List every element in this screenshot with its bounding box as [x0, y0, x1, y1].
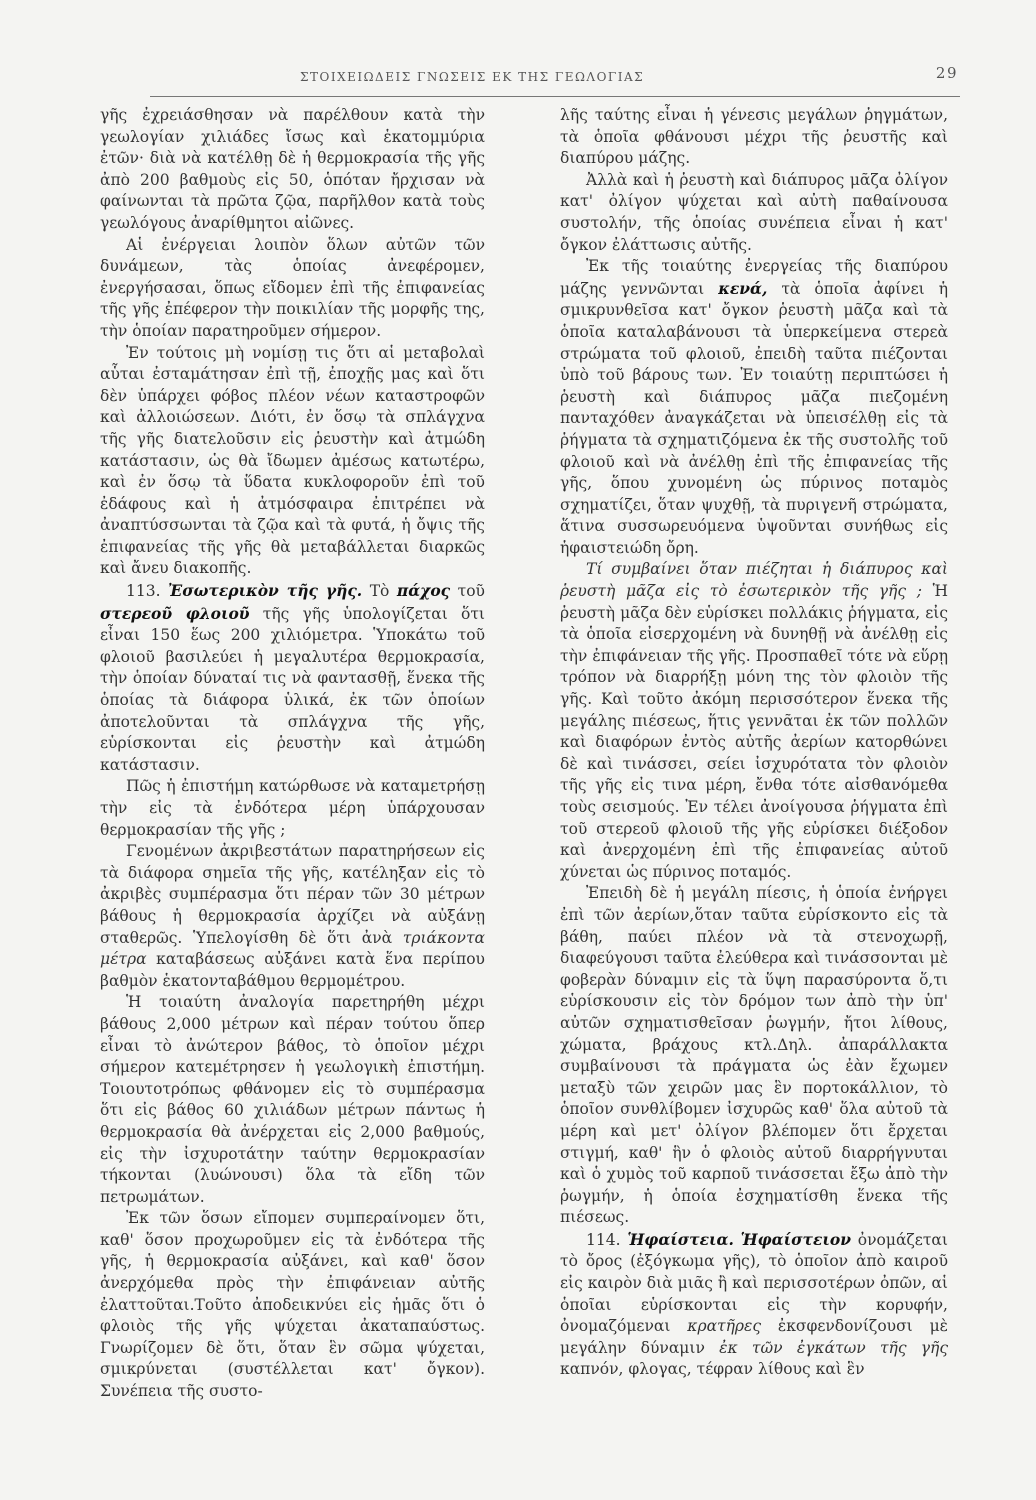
italic-term: κρατῆρες	[687, 1317, 762, 1336]
text-span: Γενομένων ἀκριβεστάτων παρατηρήσεων εἰς τὰ διάφορα σημεῖα τῆς γῆς, κατέληξαν εἰς τὸ ἀκριβὲς συμπέρασμα ὅτι πέραν τῶν 30 μέτρων βάθους ἡ θερμοκρασία ἀρχίζει νὰ αὐξάνῃ σταθερῶς. Ὑπελογίσθη δὲ ὅτι ἀνὰ	[100, 842, 485, 947]
italic-term: ἐκ τῶν ἐγκάτων τῆς γῆς	[719, 1338, 949, 1357]
page-number: 29	[935, 64, 958, 82]
running-header	[150, 64, 958, 90]
paragraph	[560, 256, 948, 559]
section-113	[100, 580, 485, 776]
text-span: Ἡ ῥευστὴ μᾶζα δὲν εὑρίσκει πολλάκις ῥήγματα, εἰς τὰ ὁποῖα εἰσερχομένη νὰ δυνηθῇ νὰ ἀνέλθῃ εἰς τὴν ἐπιφάνειαν τῆς γῆς. Προσπαθεῖ τότε νὰ εὕρῃ τρόπον νὰ διαρρήξῃ μόνη της τὸν φλοιὸν τῆς γῆς. Καὶ τοῦτο ἀκόμη περισσότερον ἕνεκα τῆς μεγάλης πιέσεως, ἥτις γεννᾶται ἐκ τῶν πολλῶν καὶ διαφόρων ἐντὸς αὐτῆς ἀερίων κατορθώνει δὲ καὶ τινάσσει, σείει ἰσχυρότατα τὸν φλοιὸν τῆς γῆς εἰς τινα μέρη, ἔνθα τότε αἰσθανόμεθα τοὺς σεισμούς. Ἐν τέλει ἀνοίγουσα ῥήγματα ἐπὶ τοῦ στερεοῦ φλοιοῦ τῆς γῆς εὑρίσκει διέξοδον καὶ ἀνερχομένη ἐπὶ τῆς ἐπιφανείας αὐτοῦ χύνεται ὡς πύρινος ποταμός.	[560, 582, 948, 881]
section-number: 113.	[126, 582, 161, 601]
text-span: καπνόν, φλογας, τέφραν λίθους καὶ ἓν	[560, 1360, 865, 1379]
paragraph	[100, 841, 485, 992]
paragraph	[560, 559, 948, 883]
section-114	[560, 1229, 948, 1381]
italic-term: τριάκοντα μέτρα	[100, 928, 485, 969]
paragraph: γῆς ἐχρειάσθησαν νὰ παρέλθουν κατὰ τὴν γεωλογίαν χιλιάδες ἴσως καὶ ἑκατομμύρια ἐτῶν· διὰ νὰ κατέλθῃ δὲ ἡ θερμοκρασία τῆς γῆς ἀπὸ 200 βαθμοὺς εἰς 50, ὁπόταν ἤρχισαν νὰ φαίνωνται τὰ πρῶτα ζῷα, παρῆλθον κατὰ τοὺς γεωλόγους ἀναρίθμητοι αἰῶνες.	[100, 106, 485, 232]
paragraph: Ἐν τούτοις μὴ νομίσῃ τις ὅτι αἱ μεταβολαὶ αὗται ἐσταμάτησαν ἐπὶ τῇ, ἐποχῇς μας καὶ ὅτι δὲν ὑπάρχει φόβος πλέον νέων καταστροφῶν καὶ ἀλλοιώσεων. Διότι, ἐν ὅσῳ τὰ σπλάγχνα τῆς γῆς διατελοῦσιν εἰς ῥευστὴν καὶ ἀτμώδη κατάστασιν, ὡς θὰ ἴδωμεν ἀμέσως κατωτέρω, καὶ ἐν ὅσῳ τὰ ὕδατα κυκλοφοροῦν ἐπὶ τοῦ ἐδάφους καὶ ἡ ἀτμόσφαιρα ἐπιτρέπει νὰ ἀναπτύσσωνται τὰ ζῷα καὶ τὰ φυτά, ἡ ὄψις τῆς ἐπιφανείας τῆς γῆς θὰ μεταβάλλεται διαρκῶς καὶ ἄνευ διακοπῆς.	[100, 343, 485, 578]
paragraph: Ἐπειδὴ δὲ ἡ μεγάλη πίεσις, ἡ ὁποία ἐνήργει ἐπὶ τῶν ἀερίων,ὅταν ταῦτα εὑρίσκοντο εἰς τὰ βάθη, παύει πλέον νὰ τὰ στενοχωρῇ, διαφεύγουσι ταῦτα ἐλεύθερα καὶ τινάσσονται μὲ φοβερὰν δύναμιν εἰς τὰ ὕψη παρασύροντα ὅ,τι εὑρίσκουσιν εἰς τὸν δρόμον των ἀπὸ τὴν ὑπ' αὐτῶν σχηματισθεῖσαν ῥωγμήν, ἤτοι λίθους, χώματα, βράχους κτλ.Δηλ. ἀπαράλλακτα συμβαίνουσι τὰ πράγματα ὡς ἐὰν ἔχωμεν μεταξὺ τῶν χειρῶν μας ἓν πορτοκάλλιον, τὸ ὁποῖον συνθλίβομεν ἰσχυρῶς καθ' ὅλα αὐτοῦ τὰ μέρη καὶ μετ' ὀλίγον βλέπομεν ὅτι ἔρχεται στιγμή, καθ' ἣν ὁ φλοιὸς αὐτοῦ διαρρήγνυται καὶ ὁ χυμὸς τοῦ καρποῦ τινάσσεται ἔξω ἀπὸ τὴν ῥωγμήν, ἡ ὁποία ἐσχηματίσθη ἕνεκα τῆς πιέσεως.	[560, 884, 948, 1227]
bold-term: κενά,	[718, 278, 768, 298]
text-span: Ἐκ τῆς τοιαύτης ἐνεργείας τῆς διαπύρου μάζης γεννῶνται	[560, 257, 948, 298]
text-span: τῆς γῆς ὑπολογίζεται ὅτι εἶναι 150 ἕως 200 χιλιόμετρα. Ὑποκάτω τοῦ φλοιοῦ βασιλεύει ἡ μεγαλυτέρα θερμοκρασία, τὴν ὁποίαν δύναταί τις νὰ φαντασθῇ, ἕνεκα τῆς ὁποίας τὰ διάφορα ὑλικά, ἐκ τῶν ὁποίων ἀποτελοῦνται τὰ σπλάγχνα τῆς γῆς, εὑρίσκονται εἰς ῥευστὴν καὶ ἀτμώδη κατάστασιν.	[100, 604, 485, 774]
text-span: ὀνομάζεται τὸ ὄρος (ἐξόγκωμα γῆς), τὸ ὁποῖον ἀπὸ καιροῦ εἰς καιρὸν διὰ μιᾶς ἢ καὶ περισσοτέρων ὀπῶν, αἱ ὁποῖαι εὑρίσκονται εἰς τὴν κορυφήν, ὀνομαζόμεναι	[560, 1230, 948, 1336]
section-number: 114.	[586, 1230, 621, 1249]
italic-question: Τί συμβαίνει ὅταν πιέζηται ἡ διάπυρος καὶ ῥευστὴ μᾶζα εἰς τὸ ἐσωτερικὸν τῆς γῆς ;	[560, 560, 948, 601]
running-title: ΣΤΟΙΧΕΙΩΔΕΙΣ ΓΝΩΣΕΙΣ ΕΚ ΤΗΣ ΓΕΩΛΟΓΙΑΣ	[300, 70, 645, 84]
left-column	[100, 105, 485, 1403]
bold-term: στερεοῦ φλοιοῦ	[100, 603, 250, 623]
paragraph: Πῶς ἡ ἐπιστήμη κατώρθωσε νὰ καταμετρήσῃ τὴν εἰς τὰ ἐνδότερα μέρη ὑπάρχουσαν θερμοκρασίαν τῆς γῆς ;	[100, 777, 485, 839]
paragraph: Ἡ τοιαύτη ἀναλογία παρετηρήθη μέχρι βάθους 2,000 μέτρων καὶ πέραν τούτου ὅπερ εἶναι τὸ ἀνώτερον βάθος, τὸ ὁποῖον μέχρι σήμερον κατεμέτρησεν ἡ γεωλογικὴ ἐπιστήμη. Τοιουτοτρόπως φθάνομεν εἰς τὸ συμπέρασμα ὅτι εἰς βάθος 60 χιλιάδων μέτρων πάντως ἡ θερμοκρασία θὰ ἀνέρχεται εἰς 2,000 βαθμούς, εἰς τὴν ἰσχυροτάτην ταύτην θερμοκρασίαν τήκονται (λυώνουσι) ὅλα τὰ εἴδη τῶν πετρωμάτων.	[100, 993, 485, 1206]
header-rule	[150, 96, 960, 97]
text-span: τοῦ	[457, 582, 485, 601]
defined-term: Ἡφαίστειον	[740, 1229, 851, 1249]
text-span: ἐκσφενδονίζουσι μὲ μεγάλην δύναμιν	[560, 1317, 948, 1357]
paragraph: Ἀλλὰ καὶ ἡ ῥευστὴ καὶ διάπυρος μᾶζα ὀλίγον κατ' ὀλίγον ψύχεται καὶ αὐτὴ παθαίνουσα συστολήν, τῆς ὁποίας συνέπεια εἶναι ἡ κατ' ὄγκον ἐλάττωσις αὐτῆς.	[560, 170, 948, 254]
paragraph: λῆς ταύτης εἶναι ἡ γένεσις μεγάλων ῥηγμάτων, τὰ ὁποῖα φθάνουσι μέχρι τῆς ῥευστῆς καὶ διαπύρου μάζης.	[560, 106, 948, 168]
text-span: τὰ ὁποῖα ἀφίνει ἡ σμικρυνθεῖσα κατ' ὄγκον ῥευστὴ μᾶζα καὶ τὰ ὁποῖα καταλαβάνουσι τὰ ὑπερκείμενα στερεὰ στρώματα τοῦ φλοιοῦ, ἐπειδὴ ταῦτα πιέζονται ὑπὸ τοῦ βάρους των. Ἐν τοιαύτῃ περιπτώσει ἡ ῥευστὴ καὶ διάπυρος μᾶζα πιεζομένη πανταχόθεν ἀναγκάζεται νὰ ὑπεισέλθῃ εἰς τὰ ῥήγματα τὰ σχηματιζόμενα ἐκ τῆς συστολῆς τοῦ φλοιοῦ καὶ νὰ ἀνέλθῃ ἐπὶ τῆς ἐπιφανείας τῆς γῆς, ὅπου χυνομένη ὡς πύρινος ποταμὸς σχηματίζει, ὅταν ψυχθῇ, τὰ πυριγενῆ στρώματα, ἅτινα συσσωρευόμενα ὑψοῦνται συνήθως εἰς ἡφαιστειώδη ὄρη.	[560, 279, 948, 557]
paragraph: Αἱ ἐνέργειαι λοιπὸν ὅλων αὐτῶν τῶν δυνάμεων, τὰς ὁποίας ἀνεφέρομεν, ἐνεργήσασαι, ὅπως εἴδομεν ἐπὶ τῆς ἐπιφανείας τῆς γῆς ἐπέφερον τὴν ποικιλίαν τῆς μορφῆς της, τὴν ὁποίαν παρατηροῦμεν σήμερον.	[100, 235, 485, 340]
text-span: καταβάσεως αὐξάνει κατὰ ἕνα περίπου βαθμὸν ἑκατονταβάθμου θερμομέτρου.	[100, 950, 485, 990]
bold-term: πάχος	[396, 581, 451, 601]
paragraph: Ἐκ τῶν ὅσων εἴπομεν συμπεραίνομεν ὅτι, καθ' ὅσον προχωροῦμεν εἰς τὰ ἐνδότερα τῆς γῆς, ἡ θερμοκρασία αὐξάνει, καὶ καθ' ὅσον ἀνερχόμεθα πρὸς τὴν ἐπιφάνειαν αὐτῆς ἐλαττοῦται.Τοῦτο ἀποδεικνύει εἰς ἡμᾶς ὅτι ὁ φλοιὸς τῆς γῆς ψύχεται ἀκαταπαύστως. Γνωρίζομεν δὲ ὅτι, ὅταν ἓν σῶμα ψύχεται, σμικρύνεται (συστέλλεται κατ' ὄγκον). Συνέπεια τῆς συστο-	[100, 1209, 485, 1401]
text-span: Τὸ	[369, 582, 390, 601]
section-title: Ἐσωτερικὸν τῆς γῆς.	[168, 581, 363, 601]
section-title: Ἡφαίστεια.	[627, 1229, 734, 1249]
right-column	[560, 105, 948, 1381]
